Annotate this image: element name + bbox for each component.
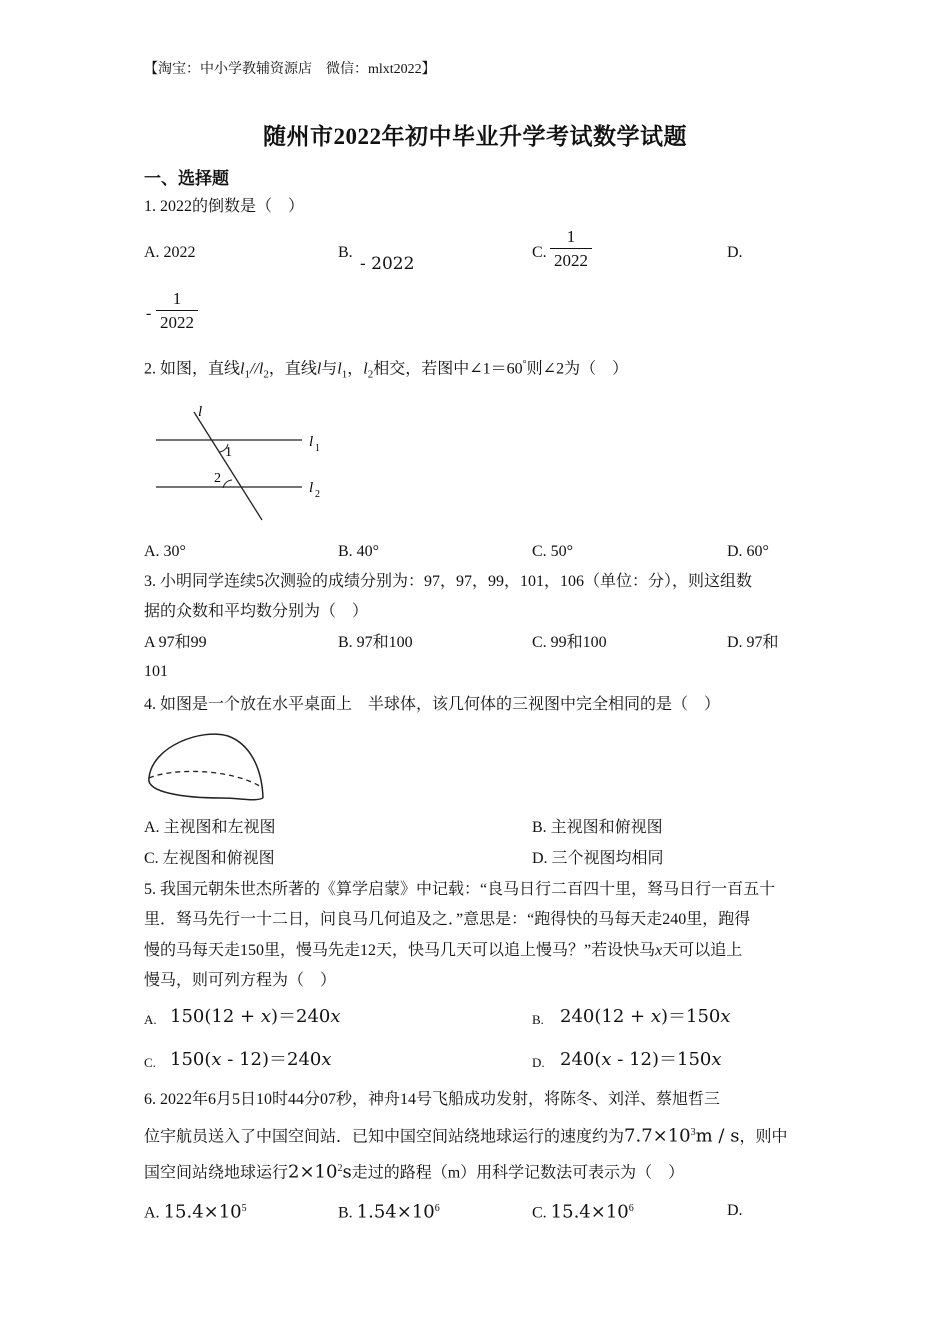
q2-angle1-value: ∠1＝60: [469, 360, 523, 378]
hemisphere-base-front: [149, 778, 263, 800]
q2-degree: °: [522, 359, 527, 370]
q6-speed-unit: m / s: [695, 1125, 740, 1147]
q4-option-d: D. 三个视图均相同: [532, 850, 664, 867]
q5-option-c-label: C.: [144, 1055, 156, 1070]
q5-option-a-label: A.: [144, 1012, 157, 1027]
q5-c-eq-3: x: [211, 1049, 222, 1070]
q2-l2: l: [258, 360, 264, 378]
q2-option-c: C. 50°: [532, 543, 574, 560]
q5-d-eq-5: x: [711, 1049, 722, 1070]
q5-c-eq-4: - 12)＝240: [221, 1049, 322, 1070]
q2-l1-b-sub: 1: [341, 368, 348, 381]
q4-option-c: C. 左视图和俯视图: [144, 850, 275, 867]
q4-hemisphere-figure: [142, 728, 272, 808]
fig-label-l1-sub: 1: [315, 443, 320, 454]
q3-option-a: A 97和99: [144, 634, 207, 651]
q5-d-eq-1: 240: [560, 1049, 595, 1070]
q1-option-c-fraction: [550, 226, 592, 273]
fig-label-l1: l: [309, 434, 314, 450]
q3-line1: 3. 小明同学连续5次测验的成绩分别为：97，97，99，101，106（单位：分），则这组数: [144, 573, 753, 590]
q5-line1: 5. 我国元朝朱世杰所著的《算学启蒙》中记载：“良马日行二百四十里，驽马日行一百五十: [144, 881, 776, 898]
q5-variable-x: x: [655, 942, 663, 959]
q3-option-d-cont: 101: [144, 663, 168, 680]
q6-option-a: [144, 1199, 247, 1223]
q5-c-eq-2: (: [204, 1049, 212, 1070]
fig-label-l: l: [198, 404, 203, 420]
q6-time-unit: s: [342, 1161, 352, 1183]
q2-stem-part2: ，直线: [268, 360, 317, 378]
q6-time-exponent: 2: [337, 1163, 343, 1174]
q6-line1: 6. 2022年6月5日10时44分07秒，神舟14号飞船成功发射，将陈冬、刘洋、蔡旭哲三: [144, 1091, 721, 1108]
fig-label-l2: l: [309, 480, 314, 496]
q6-speed-exponent: 3: [690, 1127, 696, 1138]
q6-option-d: D.: [727, 1202, 743, 1219]
q5-line2: 里．驽马先行一十二日，问良马几何追及之．”意思是：“跑得快的马每天走240里，跑得: [144, 911, 751, 928]
q5-a-eq-2: (12 +: [204, 1006, 261, 1027]
q5-d-eq-4: - 12)＝150: [611, 1049, 712, 1070]
q1-d-numerator: 1: [172, 289, 182, 308]
page-title: 随州市2022年初中毕业升学考试数学试题: [263, 124, 687, 149]
q6-a-exponent: 5: [241, 1203, 247, 1214]
q5-b-eq-3: x: [650, 1006, 661, 1027]
q2-stem-part5: 相交，若图中: [373, 360, 470, 378]
q5-b-eq-2: (12 +: [594, 1006, 651, 1027]
q5-option-d-label: D.: [532, 1055, 545, 1070]
q1-option-a: A. 2022: [144, 244, 196, 261]
q6-b-value: 1.54×10: [356, 1201, 435, 1223]
q5-line4: 慢马，则可列方程为（ ）: [144, 972, 337, 989]
q2-l1-b: l: [337, 360, 342, 378]
q5-option-d-equation: [560, 1045, 722, 1071]
q5-d-eq-3: x: [601, 1049, 612, 1070]
hemisphere-base-back: [149, 771, 263, 788]
q5-option-b-equation: [560, 1002, 731, 1028]
q2-l2-sub: 2: [263, 368, 269, 381]
q6-b-label: B.: [338, 1204, 353, 1222]
fig-label-l2-sub: 2: [315, 489, 320, 500]
q1-option-d-sign: -: [146, 305, 152, 322]
q2-l1: l: [240, 360, 245, 378]
q5-b-eq-4: )＝150: [660, 1006, 721, 1027]
q1-stem: 1. 2022的倒数是（ ）: [144, 198, 305, 215]
q6-line2-text: 位宇航员送入了中国空间站．已知中国空间站绕地球运行的速度约为: [144, 1128, 625, 1146]
q6-option-c: [532, 1199, 634, 1223]
q2-l: l: [316, 360, 322, 378]
header-note: 【淘宝：中小学教辅资源店 微信：mlxt2022】: [144, 62, 436, 77]
q1-option-c-label: C.: [532, 244, 547, 261]
q3-option-c: C. 99和100: [532, 634, 607, 651]
q5-c-eq-5: x: [321, 1049, 332, 1070]
q5-option-a-equation: [170, 1002, 341, 1028]
q5-b-eq-5: x: [720, 1006, 731, 1027]
line-l: [194, 412, 262, 520]
q3-option-d: D. 97和: [727, 634, 779, 651]
q6-line2-text-b: ，则中: [739, 1128, 788, 1146]
q6-c-label: C.: [532, 1204, 547, 1222]
q5-d-eq-2: (: [594, 1049, 602, 1070]
q6-option-b: [338, 1199, 440, 1223]
q5-a-eq-3: x: [260, 1006, 271, 1027]
q5-option-c-equation: [170, 1045, 332, 1071]
q6-time-value: 2×10: [288, 1161, 338, 1183]
q5-line3: [144, 941, 742, 961]
q1-option-d-label: D.: [727, 244, 743, 261]
q6-c-value: 15.4×10: [550, 1201, 629, 1223]
q6-line2: [144, 1123, 787, 1147]
hemisphere-dome: [149, 734, 263, 798]
q2-stem-part4: ，: [347, 360, 364, 378]
q2-parallel: //: [249, 360, 259, 378]
q2-stem-part1: 2. 如图，直线: [144, 360, 241, 378]
fig-angle1-label: 1: [225, 445, 232, 460]
q5-c-eq-1: 150: [170, 1049, 205, 1070]
q1-option-b-value: - 2022: [360, 254, 415, 274]
q5-a-eq-1: 150: [170, 1006, 205, 1027]
q6-speed-value: 7.7×10: [624, 1125, 691, 1147]
q4-stem: 4. 如图是一个放在水平桌面上 半球体，该几何体的三视图中完全相同的是（ ）: [144, 696, 721, 713]
q6-a-label: A.: [144, 1204, 160, 1222]
q5-b-eq-1: 240: [560, 1006, 595, 1027]
q4-option-b: B. 主视图和俯视图: [532, 819, 663, 836]
q2-stem-part3: 与: [321, 360, 338, 378]
q5-a-eq-4: )＝240: [270, 1006, 331, 1027]
q5-line3-text: 慢的马每天走150里，慢马先走12天，快马几天可以追上慢马？”若设快马: [144, 942, 656, 959]
q2-l2-b-sub: 2: [367, 368, 374, 381]
q1-option-d-fraction: [156, 288, 198, 335]
q2-l2-b: l: [363, 360, 368, 378]
q3-line2: 据的众数和平均数分别为（ ）: [144, 603, 369, 620]
q5-a-eq-5: x: [330, 1006, 341, 1027]
q1-d-denominator: 2022: [156, 310, 198, 335]
q6-c-exponent: 6: [628, 1203, 634, 1214]
q2-figure: [150, 400, 340, 530]
q2-stem: [144, 355, 628, 385]
q1-option-b-label: B.: [338, 244, 353, 261]
q6-b-exponent: 6: [434, 1203, 440, 1214]
fig-angle2-label: 2: [214, 471, 221, 486]
q2-option-b: B. 40°: [338, 543, 380, 560]
q1-c-numerator: 1: [566, 227, 576, 246]
q2-option-d: D. 60°: [727, 543, 769, 560]
q6-line3: [144, 1159, 684, 1183]
q6-line3-text: 国空间站绕地球运行: [144, 1164, 289, 1182]
q5-option-b-label: B.: [532, 1012, 544, 1027]
q2-l1-sub: 1: [244, 368, 250, 381]
section-heading: 一、选择题: [144, 169, 229, 188]
q6-line3-text-b: 走过的路程（m）用科学记数法可表示为（ ）: [351, 1164, 685, 1182]
q2-stem-part6: 则∠2为（ ）: [526, 360, 629, 378]
q3-option-b: B. 97和100: [338, 634, 413, 651]
q1-c-denominator: 2022: [550, 248, 592, 273]
q2-option-a: A. 30°: [144, 543, 186, 560]
q6-a-value: 15.4×10: [163, 1201, 242, 1223]
q5-line3-text-b: 天可以追上: [662, 942, 743, 959]
q4-option-a: A. 主视图和左视图: [144, 819, 276, 836]
